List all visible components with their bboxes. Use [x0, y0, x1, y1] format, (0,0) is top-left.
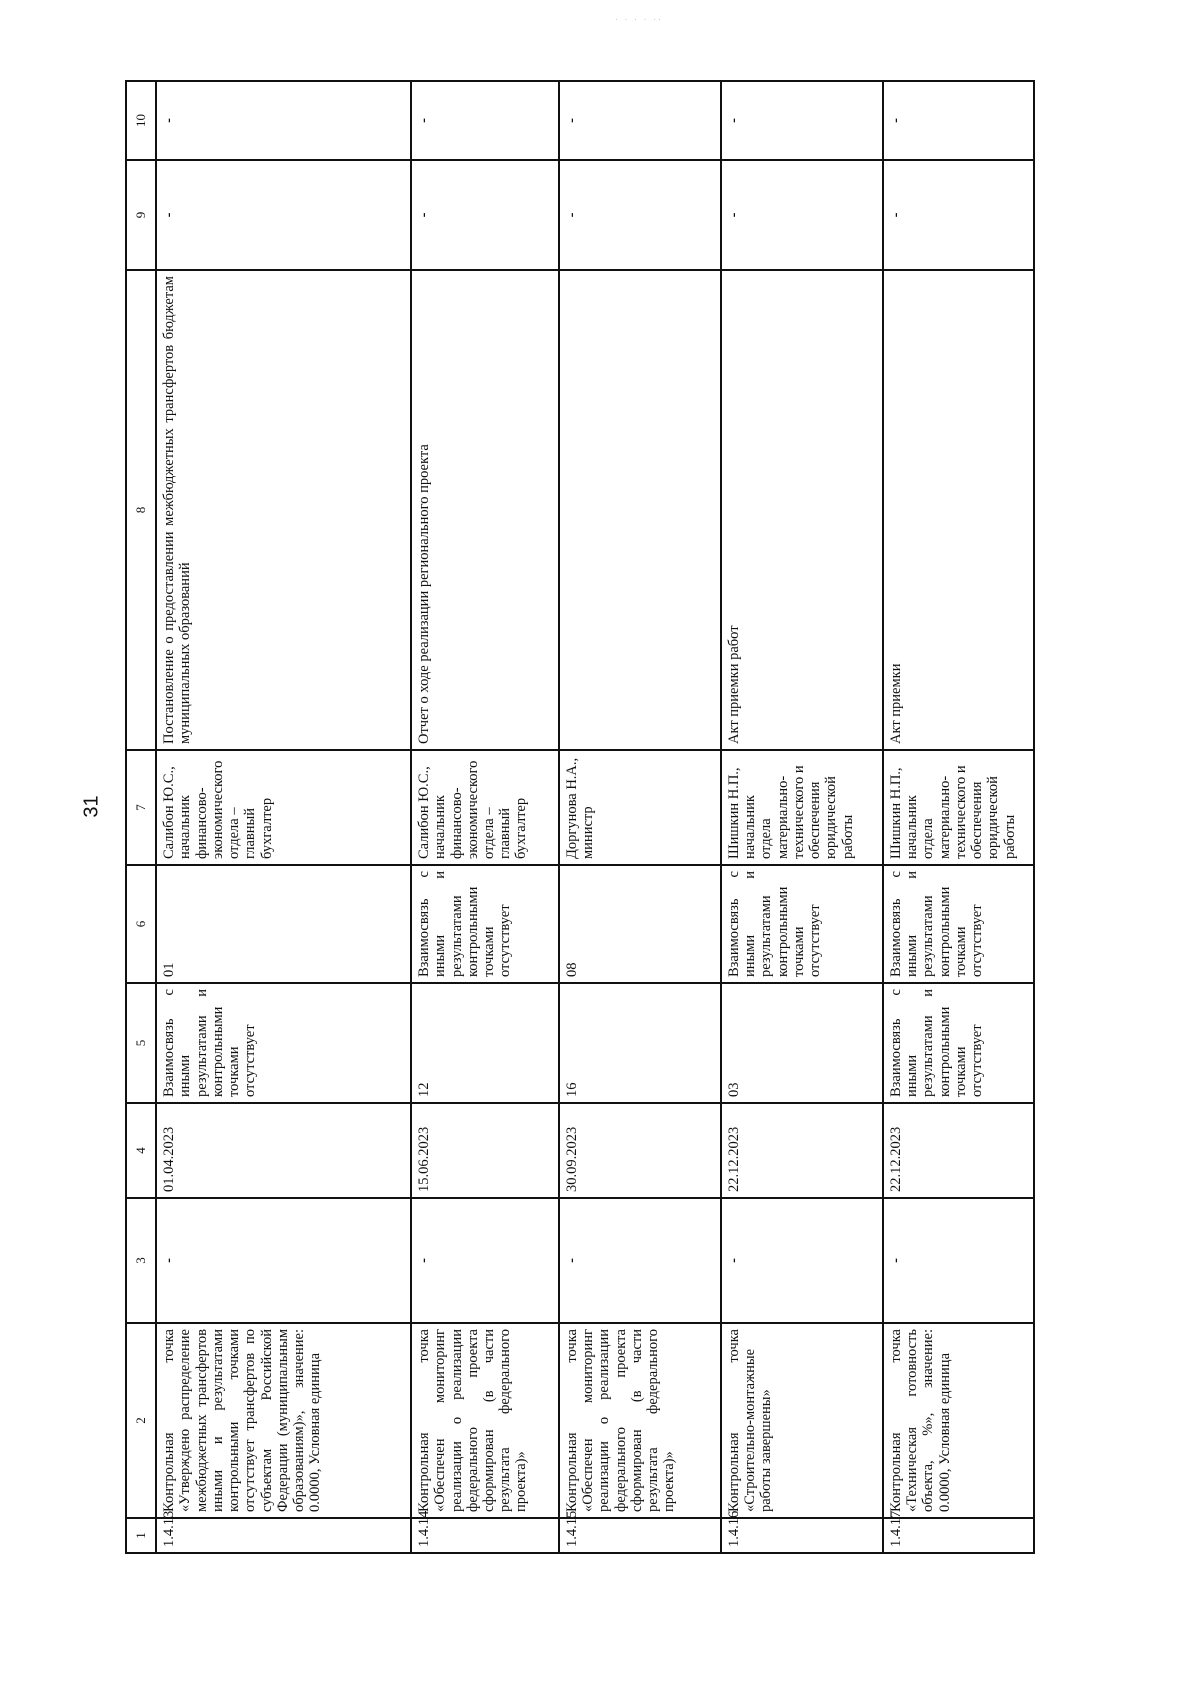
col-header: 7 — [126, 750, 156, 865]
note-cell: - — [721, 81, 883, 160]
base-value: - — [411, 1198, 559, 1323]
successor-cell: Взаимосвязь с иными и результатами контрольными точками отсутствует — [411, 865, 559, 983]
responsible-cell: Шишкин Н.П., начальник отдела материально-технического и обеспечения юридической работы — [883, 750, 1034, 865]
page-number: 31 — [80, 795, 103, 818]
table-row — [156, 81, 411, 1553]
document-cell: Отчет о ходе реализации регионального проекта — [411, 270, 559, 750]
row-id: 1.4.16 — [721, 1518, 883, 1553]
level-cell: - — [883, 160, 1034, 270]
date-cell: 30.09.2023 — [559, 1103, 721, 1198]
predecessor-cell: 03 — [721, 983, 883, 1103]
row-id: 1.4.13 — [156, 1518, 411, 1553]
level-cell: - — [411, 160, 559, 270]
document-cell — [559, 270, 721, 750]
col-header: 4 — [126, 1103, 156, 1198]
responsible-cell: Салибон Ю.С., начальник финансово-экономического отдела – главный бухгалтер — [156, 750, 411, 865]
row-id: 1.4.14 — [411, 1518, 559, 1553]
predecessor-cell: Взаимосвязь с иными результатами и контрольными точками отсутствует — [883, 983, 1034, 1103]
table-row — [883, 81, 1034, 1553]
date-cell: 22.12.2023 — [883, 1103, 1034, 1198]
base-value: - — [156, 1198, 411, 1323]
note-cell: - — [411, 81, 559, 160]
date-cell: 01.04.2023 — [156, 1103, 411, 1198]
column-number-row — [126, 81, 156, 1553]
col-header: 3 — [126, 1198, 156, 1323]
successor-cell: Взаимосвязь с иными и результатами контрольными точками отсутствует — [721, 865, 883, 983]
base-value: - — [883, 1198, 1034, 1323]
predecessor-cell: 16 — [559, 983, 721, 1103]
base-value: - — [721, 1198, 883, 1323]
document-cell: Постановление о предоставлении межбюджетных трансфертов бюджетам муниципальных образований — [156, 270, 411, 750]
rotated-table-frame — [125, 82, 1035, 1554]
col-header: 9 — [126, 160, 156, 270]
level-cell: - — [721, 160, 883, 270]
control-point-name: Контрольная точка «Утверждено распределение межбюджетных трансфертов иными и результатами контрольными точками отсутствует трансфертов по субъектам Российской Федерации (муниципальным образованиям)», значение: 0.0000, Условная единица — [156, 1323, 411, 1518]
level-cell: - — [559, 160, 721, 270]
control-point-name: Контрольная точка «Обеспечен мониторинг реализации о реализации федерального проекта сформирован (в части результата федерального проекта)» — [559, 1323, 721, 1518]
successor-cell: Взаимосвязь с иными и результатами контрольными точками отсутствует — [883, 865, 1034, 983]
note-cell: - — [883, 81, 1034, 160]
table-container — [125, 82, 1035, 1554]
note-cell: - — [559, 81, 721, 160]
successor-cell: 01 — [156, 865, 411, 983]
control-point-name: Контрольная точка «Строительно-монтажные работы завершены» — [721, 1323, 883, 1518]
responsible-cell: Доргунова Н.А., министр — [559, 750, 721, 865]
control-point-name: Контрольная точка «Обеспечен мониторинг реализации о реализации федерального проекта сформирован (в части результата федерального проекта)» — [411, 1323, 559, 1518]
col-header: 5 — [126, 983, 156, 1103]
date-cell: 15.06.2023 — [411, 1103, 559, 1198]
note-cell: - — [156, 81, 411, 160]
responsible-cell: Шишкин Н.П., начальник отдела материально-технического и обеспечения юридической работы — [721, 750, 883, 865]
row-id: 1.4.17 — [883, 1518, 1034, 1553]
col-header: 1 — [126, 1518, 156, 1553]
document-cell: Акт приемки — [883, 270, 1034, 750]
control-point-name: Контрольная точка «Техническая готовность объекта, %», значение: 0.0000, Условная единица — [883, 1323, 1034, 1518]
table-row — [411, 81, 559, 1553]
control-points-table — [125, 80, 1035, 1554]
col-header: 2 — [126, 1323, 156, 1518]
table-row — [721, 81, 883, 1553]
predecessor-cell: 12 — [411, 983, 559, 1103]
table-row — [559, 81, 721, 1553]
scan-noise-mark: . . . . .. — [615, 12, 663, 23]
responsible-cell: Салибон Ю.С., начальник финансово-экономического отдела – главный бухгалтер — [411, 750, 559, 865]
row-id: 1.4.15 — [559, 1518, 721, 1553]
level-cell: - — [156, 160, 411, 270]
date-cell: 22.12.2023 — [721, 1103, 883, 1198]
successor-cell: 08 — [559, 865, 721, 983]
col-header: 6 — [126, 865, 156, 983]
col-header: 10 — [126, 81, 156, 160]
document-cell: Акт приемки работ — [721, 270, 883, 750]
col-header: 8 — [126, 270, 156, 750]
predecessor-cell: Взаимосвязь с иными результатами и контрольными точками отсутствует — [156, 983, 411, 1103]
base-value: - — [559, 1198, 721, 1323]
